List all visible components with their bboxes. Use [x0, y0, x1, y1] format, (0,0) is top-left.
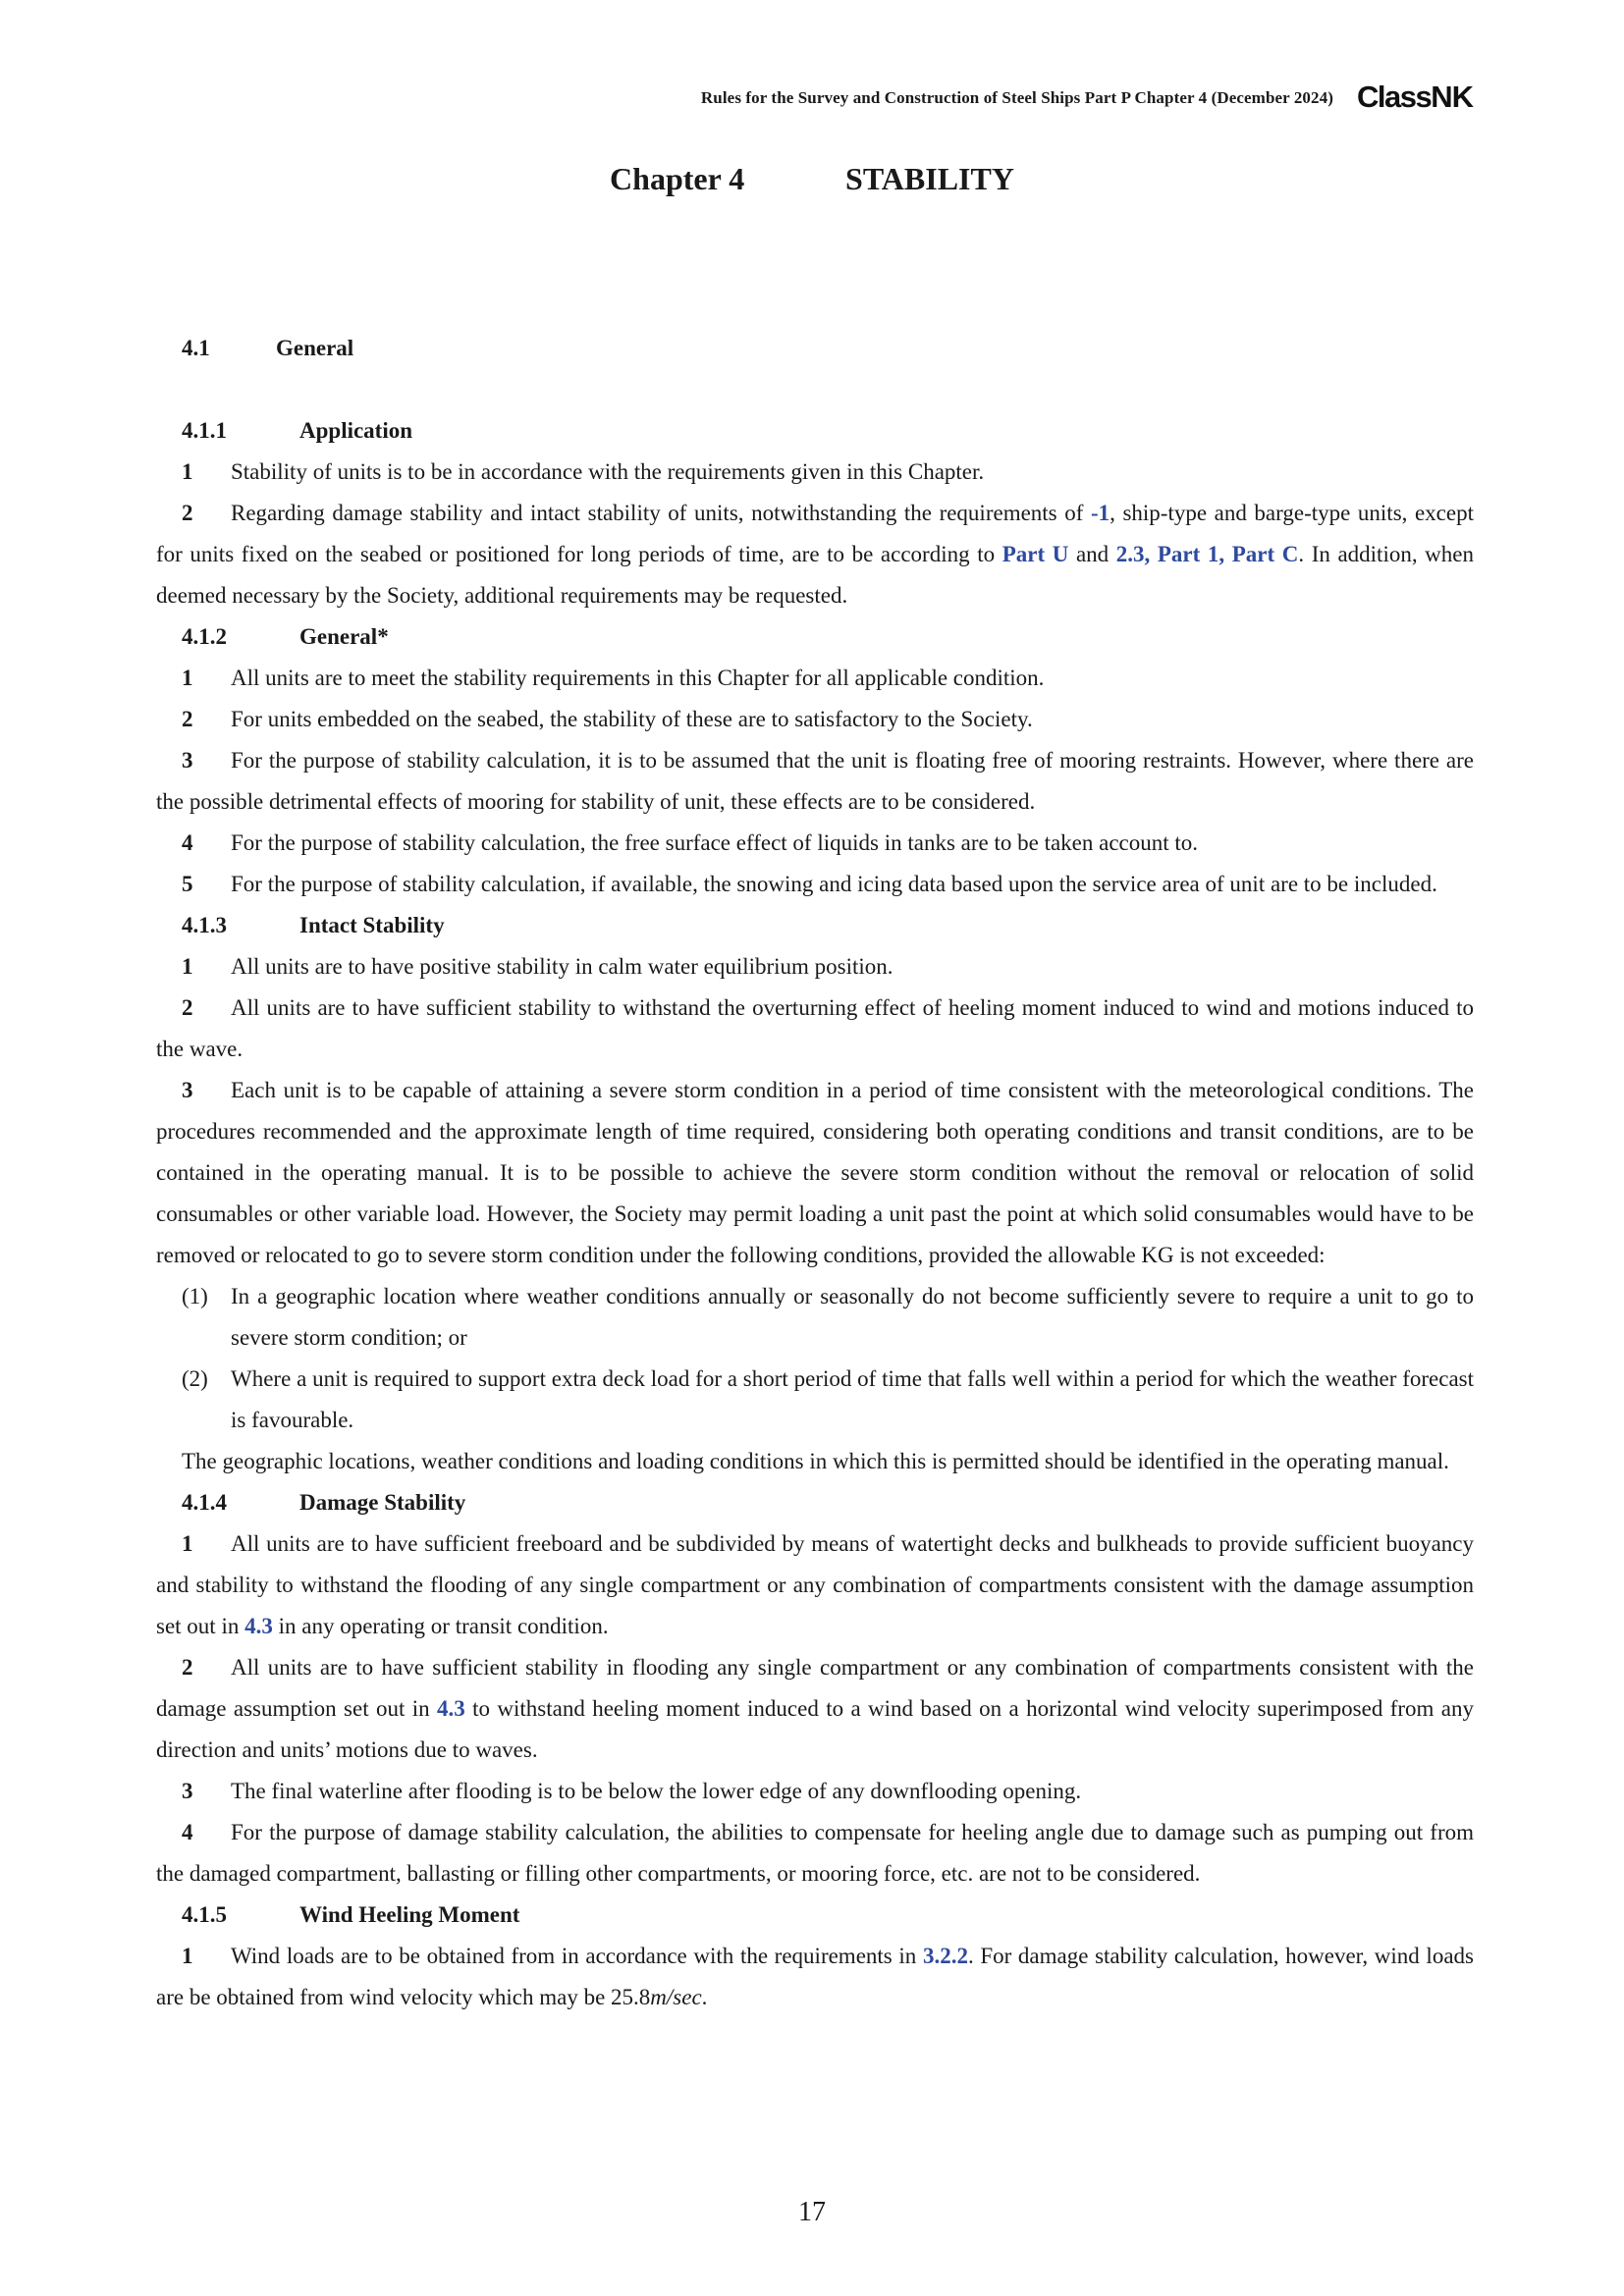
paragraph: 1 All units are to meet the stability requirements in this Chapter for all applicable condition.	[182, 666, 1045, 690]
paragraph: 1 All units are to have sufficient freeboard and be subdivided by means of watertight decks and bulkheads to provide sufficient buoyancy and stability to withstand the flooding of any single compartment or any combination of compartments consistent with the damage assumption set out in 4.3 in any operating or transit condition.	[156, 1531, 1474, 1638]
subsection-heading-application: 4.1.1 Application	[182, 418, 413, 443]
paragraph: 3 The final waterline after flooding is to be below the lower edge of any downflooding opening.	[182, 1779, 1082, 1803]
classnk-logo: ClassNK	[1356, 80, 1473, 114]
paragraph: 1 Stability of units is to be in accordance with the requirements given in this Chapter.	[182, 459, 985, 484]
list-item: (2) Where a unit is required to support extra deck load for a short period of time that falls well within a period for which the weather forecast is favourable.	[182, 1366, 1474, 1432]
paragraph: 1 Wind loads are to be obtained from in accordance with the requirements in 3.2.2. For damage stability calculation, however, wind loads are be obtained from wind velocity which may be 25.8m/sec.	[156, 1944, 1474, 2009]
paragraph: 2 For units embedded on the seabed, the stability of these are to satisfactory to the Society.	[182, 707, 1033, 731]
paragraph: 3 Each unit is to be capable of attaining a severe storm condition in a period of time consistent with the meteorological conditions. The procedures recommended and the approximate length of time required, considering both operating conditions and transit conditions, are to be contained in the operating manual. It is to be possible to achieve the severe storm condition without the removal or relocation of solid consumables or other variable load. However, the Society may permit loading a unit past the point at which solid consumables would have to be removed or relocated to go to severe storm condition under the following conditions, provided the allowable KG is not exceeded:	[156, 1078, 1474, 1267]
subsection-heading-intact-stability: 4.1.3 Intact Stability	[182, 913, 445, 937]
cross-reference-link[interactable]: -1	[1090, 501, 1110, 525]
paragraph: 2 All units are to have sufficient stability in flooding any single compartment or any combination of compartments consistent with the damage assumption set out in 4.3 to withstand heeling moment induced to a wind based on a horizontal wind velocity superimposed from any direction and units’ motions due to waves.	[156, 1655, 1474, 1762]
section-heading: 4.1 General	[182, 336, 354, 360]
cross-reference-link[interactable]: 3.2.2	[922, 1944, 968, 1968]
subsection-heading-wind-heeling-moment: 4.1.5 Wind Heeling Moment	[182, 1902, 520, 1927]
subsection-heading-damage-stability: 4.1.4 Damage Stability	[182, 1490, 466, 1515]
running-header	[550, 80, 1473, 114]
cross-reference-link[interactable]: 2.3, Part 1, Part C	[1115, 542, 1299, 566]
paragraph-note: The geographic locations, weather conditions and loading conditions in which this is permitted should be identified in the operating manual.	[182, 1449, 1449, 1473]
paragraph: 3 For the purpose of stability calculation, it is to be assumed that the unit is floating free of mooring restraints. However, where there are the possible detrimental effects of mooring for stability of unit, these effects are to be considered.	[156, 748, 1474, 814]
cross-reference-link[interactable]: Part U	[1001, 542, 1069, 566]
cross-reference-link[interactable]: 4.3	[437, 1696, 465, 1721]
paragraph: 4 For the purpose of damage stability calculation, the abilities to compensate for heeling angle due to damage such as pumping out from the damaged compartment, ballasting or filling other compartments, or mooring force, etc. are not to be considered.	[156, 1820, 1474, 1886]
paragraph: 4 For the purpose of stability calculation, the free surface effect of liquids in tanks are to be taken account to.	[182, 830, 1199, 855]
running-title: Rules for the Survey and Construction of Steel Ships Part P Chapter 4 (December 2024)	[700, 88, 1333, 107]
paragraph: 2 Regarding damage stability and intact stability of units, notwithstanding the requirements of -1, ship-type and barge-type units, except for units fixed on the seabed or positioned for long periods of time, are to be according to Part U and 2.3, Part 1, Part C. In addition, when deemed necessary by the Society, additional requirements may be requested.	[156, 501, 1474, 608]
chapter-number: Chapter 4	[610, 161, 745, 196]
document-body	[156, 328, 1474, 2018]
page-number: 17	[798, 2197, 826, 2227]
cross-reference-link[interactable]: 4.3	[244, 1614, 273, 1638]
chapter-name: STABILITY	[845, 161, 1014, 196]
paragraph: 5 For the purpose of stability calculation, if available, the snowing and icing data based upon the service area of unit are to be included.	[182, 872, 1437, 896]
subsection-heading-general: 4.1.2 General*	[182, 624, 389, 649]
chapter-title	[0, 161, 1624, 197]
list-item: (1) In a geographic location where weather conditions annually or seasonally do not become sufficiently severe to require a unit to go to severe storm condition; or	[182, 1284, 1474, 1350]
paragraph: 1 All units are to have positive stability in calm water equilibrium position.	[182, 954, 893, 979]
paragraph: 2 All units are to have sufficient stability to withstand the overturning effect of heeling moment induced to wind and motions induced to the wave.	[156, 995, 1474, 1061]
